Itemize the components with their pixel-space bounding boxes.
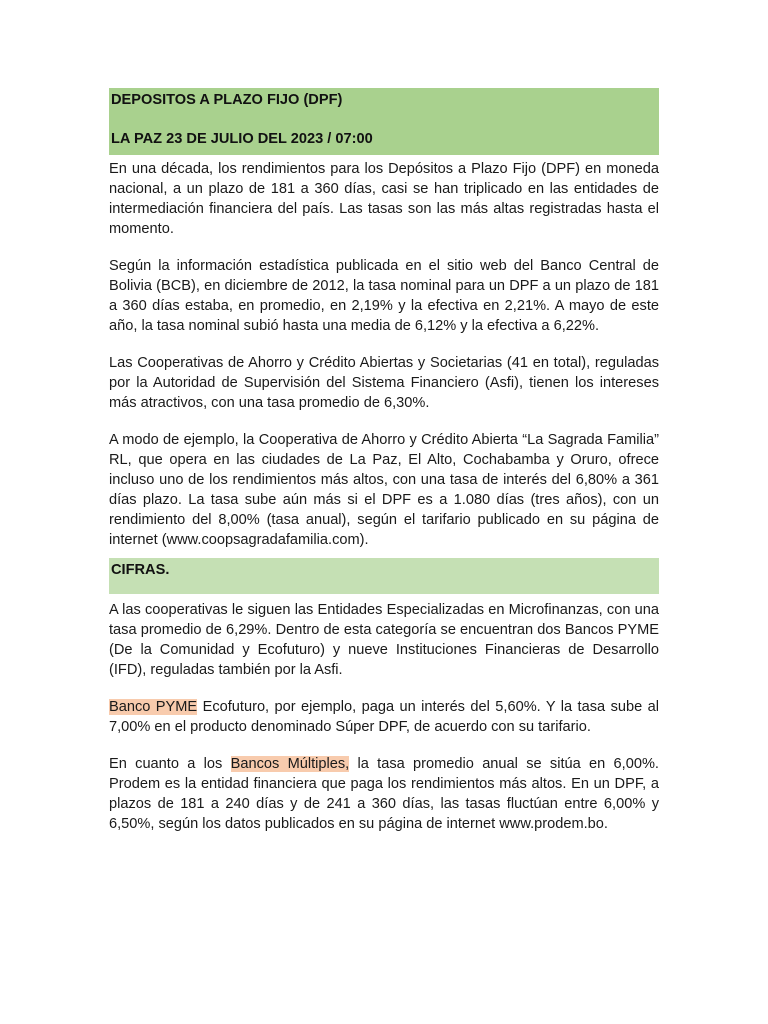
paragraph-multiples-lead: En cuanto a los <box>109 756 231 772</box>
header-band <box>109 88 659 155</box>
paragraph-multiples-text: la tasa promedio anual se sitúa en 6,00%. Prodem es la entidad financiera que paga los rendimientos más altos. En un DPF, a plazos de 181 a 240 días y de 241 a 360 días, las tasas fluctúan entre 6,00% y 6,50%, según los datos publicados en su página de internet www.prodem.bo. <box>109 756 659 832</box>
section-band <box>109 558 659 594</box>
document-title: DEPOSITOS A PLAZO FIJO (DPF) <box>111 92 343 108</box>
highlight-bancos-multiples: Bancos Múltiples, <box>230 756 350 772</box>
highlight-banco-pyme: Banco PYME <box>109 699 198 715</box>
paragraph-intro-3: Las Cooperativas de Ahorro y Crédito Abiertas y Societarias (41 en total), reguladas por la Autoridad de Supervisión del Sistema Financiero (Asfi), tienen los intereses más atractivos, con una tasa promedio de 6,30%. <box>109 355 659 411</box>
paragraph-intro-1: En una década, los rendimientos para los Depósitos a Plazo Fijo (DPF) en moneda nacional, a un plazo de 181 a 360 días, casi se han triplicado en las entidades de intermediación financiera del país. Las tasas son las más altas registradas hasta el momento. <box>109 161 659 237</box>
paragraph-pyme <box>109 697 659 737</box>
document-page <box>109 88 659 834</box>
paragraph-pyme-text: Ecofuturo, por ejemplo, paga un interés del 5,60%. Y la tasa sube al 7,00% en el producto denominado Súper DPF, de acuerdo con su tarifario. <box>109 699 659 735</box>
paragraph-multiples <box>109 754 659 834</box>
dateline: LA PAZ 23 DE JULIO DEL 2023 / 07:00 <box>111 131 373 147</box>
paragraph-cifras-1: A las cooperativas le siguen las Entidades Especializadas en Microfinanzas, con una tasa promedio de 6,29%. Dentro de esta categoría se encuentran dos Bancos PYME (De la Comunidad y Ecofuturo) y nueve Instituciones Financieras de Desarrollo (IFD), reguladas también por la Asfi. <box>109 602 659 678</box>
paragraph-intro-2: Según la información estadística publicada en el sitio web del Banco Central de Bolivia (BCB), en diciembre de 2012, la tasa nominal para un DPF a un plazo de 181 a 360 días estaba, en promedio, en 2,19% y la efectiva en 2,21%. A mayo de este año, la tasa nominal subió hasta una media de 6,12% y la efectiva a 6,22%. <box>109 258 659 334</box>
section-title: CIFRAS. <box>111 562 170 578</box>
paragraph-intro-4: A modo de ejemplo, la Cooperativa de Ahorro y Crédito Abierta “La Sagrada Familia” RL, que opera en las ciudades de La Paz, El Alto, Cochabamba y Oruro, ofrece incluso uno de los rendimientos más altos, con una tasa de interés del 6,80% a 361 días plazo. La tasa sube aún más si el DPF es a 1.080 días (tres años), con un rendimiento del 8,00% (tasa anual), según el tarifario publicado en su página de internet (www.coopsagradafamilia.com). <box>109 432 659 548</box>
